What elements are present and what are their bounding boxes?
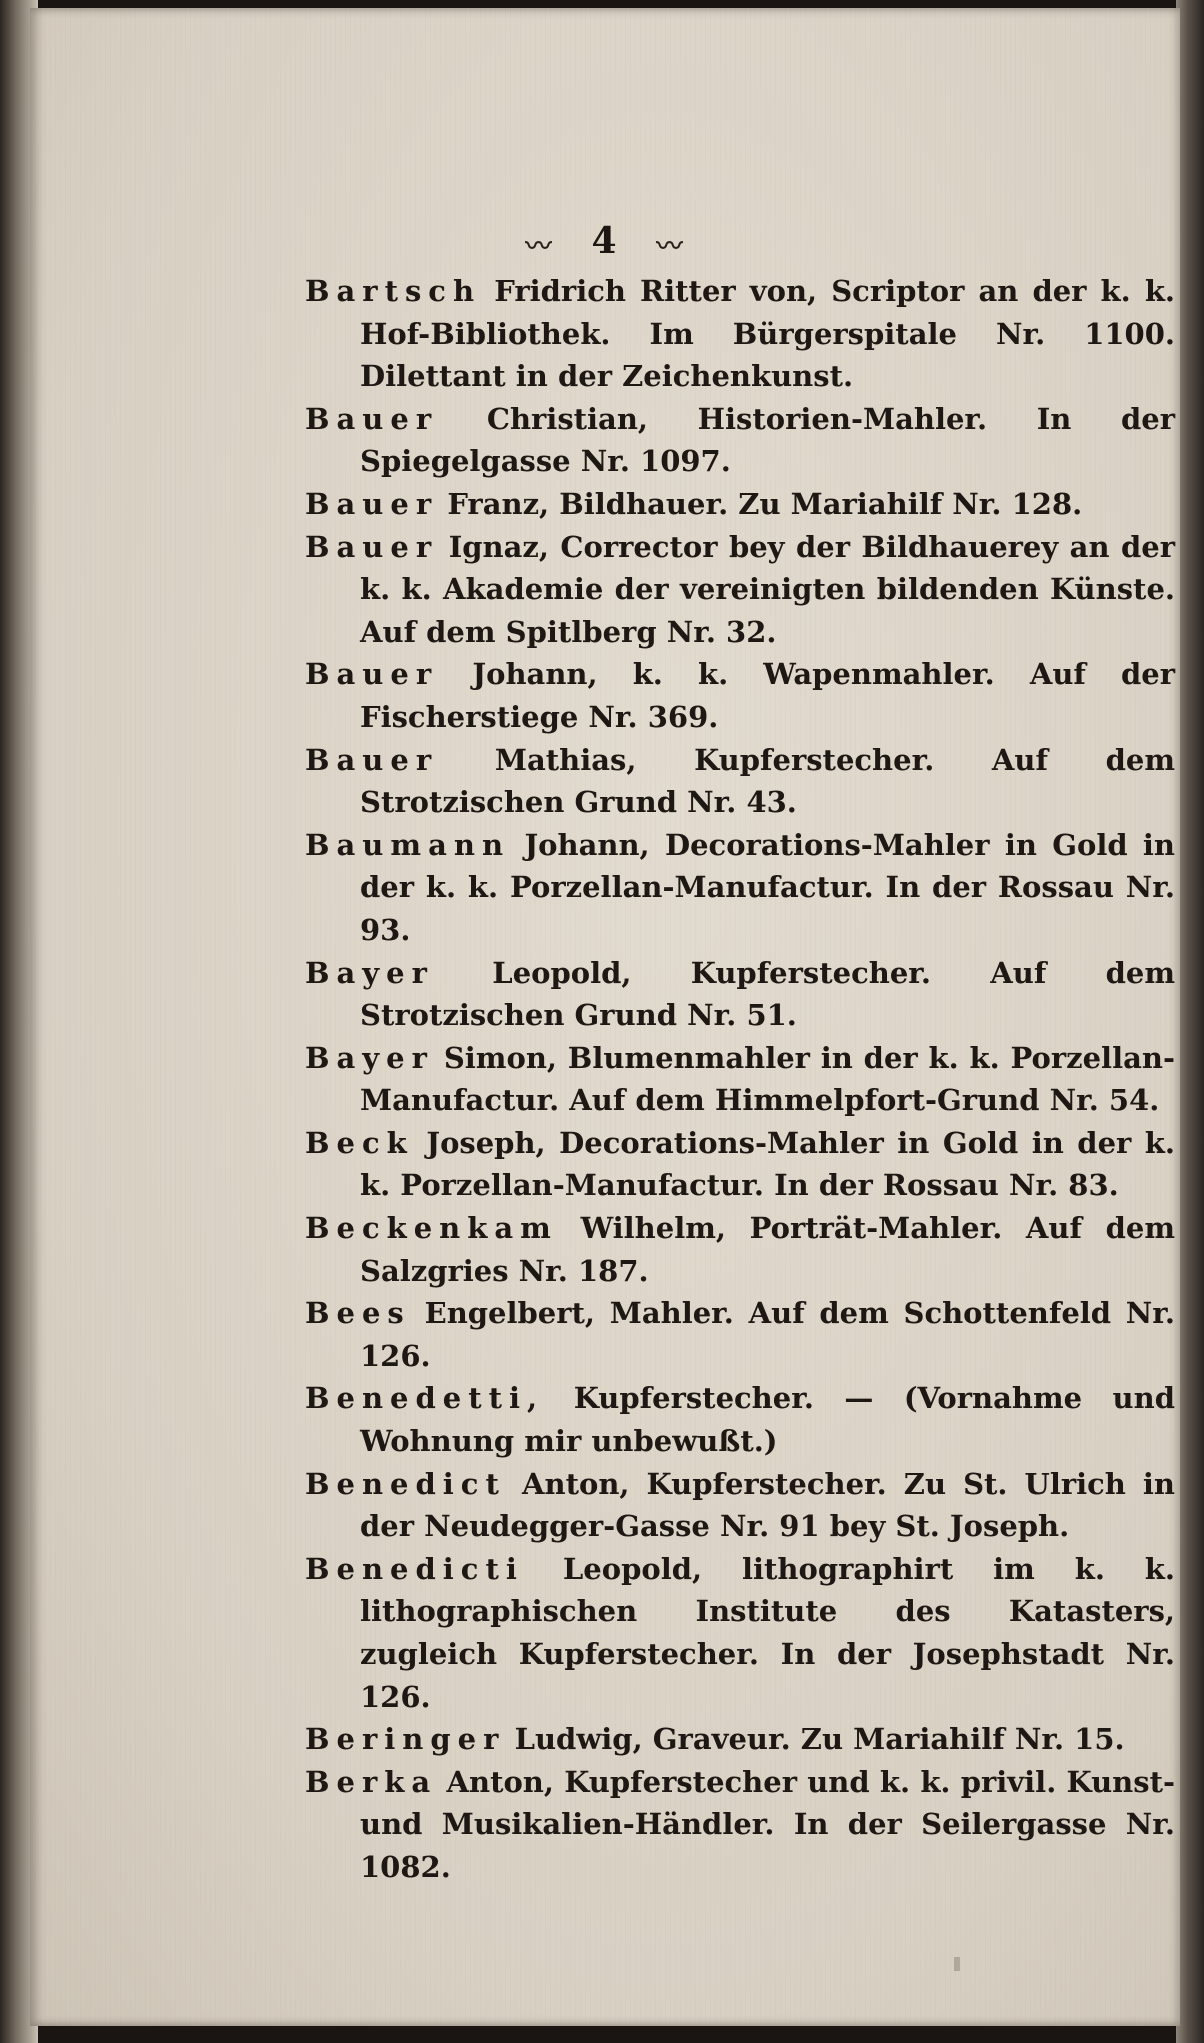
entry-surname: Bauer — [305, 401, 439, 436]
entry-surname: Bayer — [305, 955, 434, 990]
entry-surname: Bauer — [305, 657, 439, 692]
directory-entry — [305, 653, 1175, 738]
entry-surname: Benedict — [305, 1466, 506, 1501]
directory-entry — [305, 483, 1175, 526]
entry-text: Simon, Blumenmahler in der k. k. Porzellan-Manufactur. Auf dem Himmelpfort-Grund Nr. 54. — [360, 1040, 1175, 1118]
entry-surname: Benedicti — [305, 1551, 524, 1586]
entry-surname: Beckenkam — [305, 1211, 558, 1246]
entry-text: Kupferstecher. — (Vornahme und Wohnung mir unbewußt.) — [360, 1381, 1175, 1459]
entry-surname: Benedetti, — [305, 1381, 545, 1416]
directory-entry — [305, 824, 1175, 952]
entry-text: Leopold, lithographirt im k. k. lithographischen Institute des Katasters, zugleich Kupferstecher. In der Josephstadt Nr. 126. — [360, 1551, 1175, 1714]
directory-entry — [305, 398, 1175, 483]
entry-text: Anton, Kupferstecher und k. k. privil. Kunst- und Musikalien-Händler. In der Seilergasse Nr. 1082. — [360, 1764, 1176, 1884]
ornament-left: 〰 — [525, 231, 554, 262]
directory-entry — [305, 1292, 1175, 1377]
entry-text: Mathias, Kupferstecher. Auf dem Strotzischen Grund Nr. 43. — [360, 742, 1176, 820]
page-number: 4 — [591, 220, 619, 262]
directory-entry — [305, 1377, 1175, 1462]
page-header — [30, 220, 1180, 263]
directory-entry — [305, 1718, 1175, 1761]
entry-surname: Baumann — [305, 827, 511, 862]
entry-text: Engelbert, Mahler. Auf dem Schottenfeld Nr. 126. — [360, 1296, 1176, 1373]
directory-entry — [305, 1548, 1175, 1718]
directory-entry — [305, 526, 1175, 654]
ornament-right: 〰 — [656, 231, 685, 262]
directory-entry — [305, 270, 1175, 398]
entry-surname: Bartsch — [305, 274, 482, 308]
entry-surname: Beck — [305, 1125, 414, 1160]
entry-text: Ignaz, Corrector bey der Bildhauerey an der k. k. Akademie der vereinigten bildenden Künste. Auf dem Spitlberg Nr. 32. — [360, 529, 1175, 649]
entry-text: Ludwig, Graveur. Zu Mariahilf Nr. 15. — [514, 1722, 1125, 1757]
entry-surname: Bauer — [305, 486, 439, 521]
directory-entry — [305, 1761, 1175, 1889]
paper-blemish — [954, 1957, 960, 1971]
directory-entry — [305, 1207, 1175, 1292]
entry-text: Johann, k. k. Wapenmahler. Auf der Fischerstiege Nr. 369. — [360, 657, 1176, 734]
entry-surname: Bauer — [305, 529, 439, 564]
page-edge-right — [1176, 0, 1204, 2043]
book-page — [30, 8, 1180, 2026]
entry-surname: Berka — [305, 1764, 438, 1799]
entry-text: Leopold, Kupferstecher. Auf dem Strotzischen Grund Nr. 51. — [360, 955, 1176, 1033]
entry-surname: Bees — [305, 1296, 411, 1331]
entry-surname: Bayer — [305, 1040, 434, 1075]
entry-text: Wilhelm, Porträt-Mahler. Auf dem Salzgries Nr. 187. — [360, 1211, 1175, 1288]
entry-surname: Bauer — [305, 742, 439, 777]
entry-text: Joseph, Decorations-Mahler in Gold in der k. k. Porzellan-Manufactur. In der Rossau Nr. 83. — [360, 1125, 1175, 1203]
entry-text: Fridrich Ritter von, Scriptor an der k. k. Hof-Bibliothek. Im Bürgerspitale Nr. 1100. Dilettant in der Zeichenkunst. — [360, 274, 1176, 394]
entry-text: Johann, Decorations-Mahler in Gold in der k. k. Porzellan-Manufactur. In der Rossau Nr. 93. — [360, 827, 1176, 947]
directory-entry — [305, 952, 1175, 1037]
entry-text: Anton, Kupferstecher. Zu St. Ulrich in der Neudegger-Gasse Nr. 91 bey St. Joseph. — [360, 1466, 1175, 1544]
directory-entries — [305, 270, 1175, 1889]
directory-entry — [305, 1037, 1175, 1122]
entry-text: Franz, Bildhauer. Zu Mariahilf Nr. 128. — [447, 486, 1083, 521]
directory-entry — [305, 739, 1175, 824]
directory-entry — [305, 1463, 1175, 1548]
entry-text: Christian, Historien-Mahler. In der Spiegelgasse Nr. 1097. — [360, 401, 1176, 479]
directory-entry — [305, 1122, 1175, 1207]
entry-surname: Beringer — [305, 1722, 506, 1757]
